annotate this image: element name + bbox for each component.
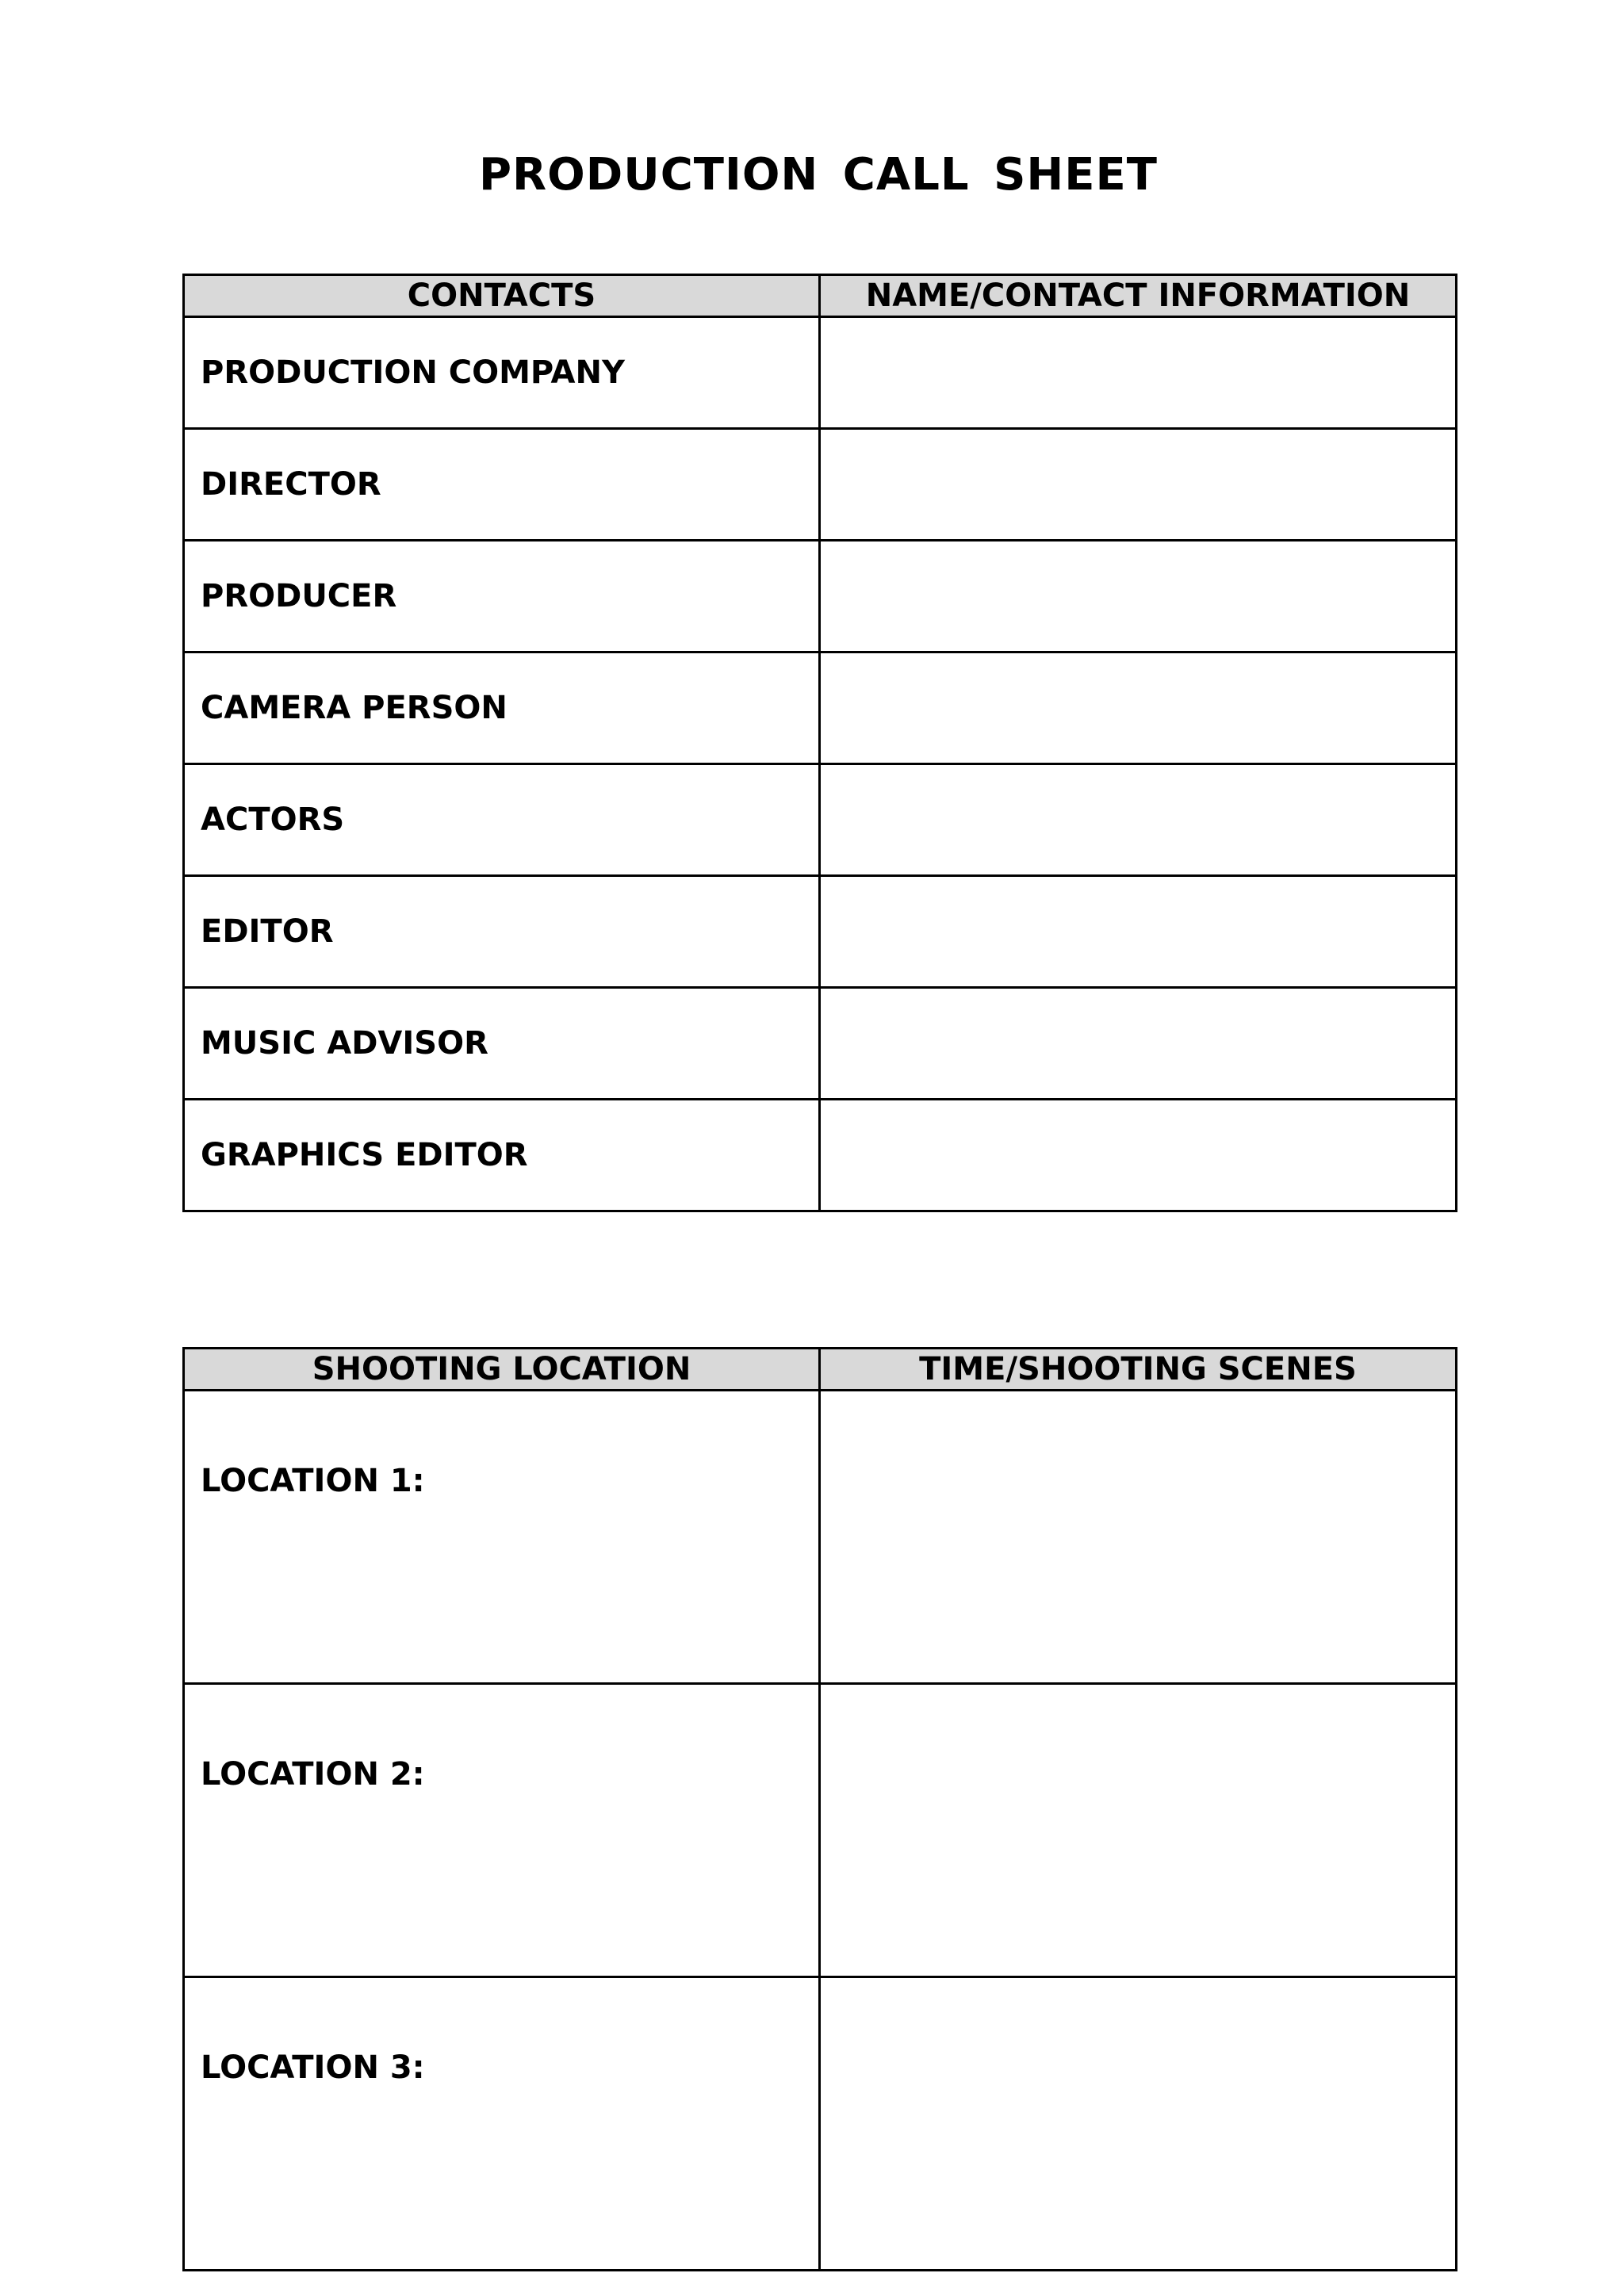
row-label-music-advisor: MUSIC ADVISOR <box>184 988 820 1100</box>
row-label-graphics-editor: GRAPHICS EDITOR <box>184 1100 820 1211</box>
table-row <box>184 1684 1457 1977</box>
row-label-camera-person: CAMERA PERSON <box>184 652 820 764</box>
producer-field[interactable] <box>820 541 1457 652</box>
row-label-location-2: LOCATION 2: <box>184 1684 820 1977</box>
table-row <box>184 652 1457 764</box>
column-header-name-contact-information: NAME/CONTACT INFORMATION <box>820 275 1457 317</box>
director-field[interactable] <box>820 429 1457 541</box>
table-row <box>184 876 1457 988</box>
column-header-contacts: CONTACTS <box>184 275 820 317</box>
table-row <box>184 764 1457 876</box>
table-row <box>184 317 1457 429</box>
table-row <box>184 541 1457 652</box>
table-row <box>184 1100 1457 1211</box>
camera-person-field[interactable] <box>820 652 1457 764</box>
table-header-row <box>184 275 1457 317</box>
actors-field[interactable] <box>820 764 1457 876</box>
location-2-field[interactable] <box>820 1684 1457 1977</box>
row-label-actors: ACTORS <box>184 764 820 876</box>
graphics-editor-field[interactable] <box>820 1100 1457 1211</box>
page-title: PRODUCTION CALL SHEET <box>478 149 1159 201</box>
music-advisor-field[interactable] <box>820 988 1457 1100</box>
location-3-field[interactable] <box>820 1977 1457 2271</box>
editor-field[interactable] <box>820 876 1457 988</box>
row-label-production-company: PRODUCTION COMPANY <box>184 317 820 429</box>
column-header-shooting-location: SHOOTING LOCATION <box>184 1349 820 1391</box>
contacts-table <box>182 274 1457 1212</box>
table-row <box>184 1391 1457 1684</box>
table-row <box>184 1977 1457 2271</box>
location-1-field[interactable] <box>820 1391 1457 1684</box>
row-label-location-1: LOCATION 1: <box>184 1391 820 1684</box>
row-label-producer: PRODUCER <box>184 541 820 652</box>
production-company-field[interactable] <box>820 317 1457 429</box>
table-row <box>184 988 1457 1100</box>
row-label-editor: EDITOR <box>184 876 820 988</box>
table-header-row <box>184 1349 1457 1391</box>
row-label-director: DIRECTOR <box>184 429 820 541</box>
row-label-location-3: LOCATION 3: <box>184 1977 820 2271</box>
locations-table <box>182 1347 1457 2271</box>
table-row <box>184 429 1457 541</box>
column-header-time-shooting-scenes: TIME/SHOOTING SCENES <box>820 1349 1457 1391</box>
